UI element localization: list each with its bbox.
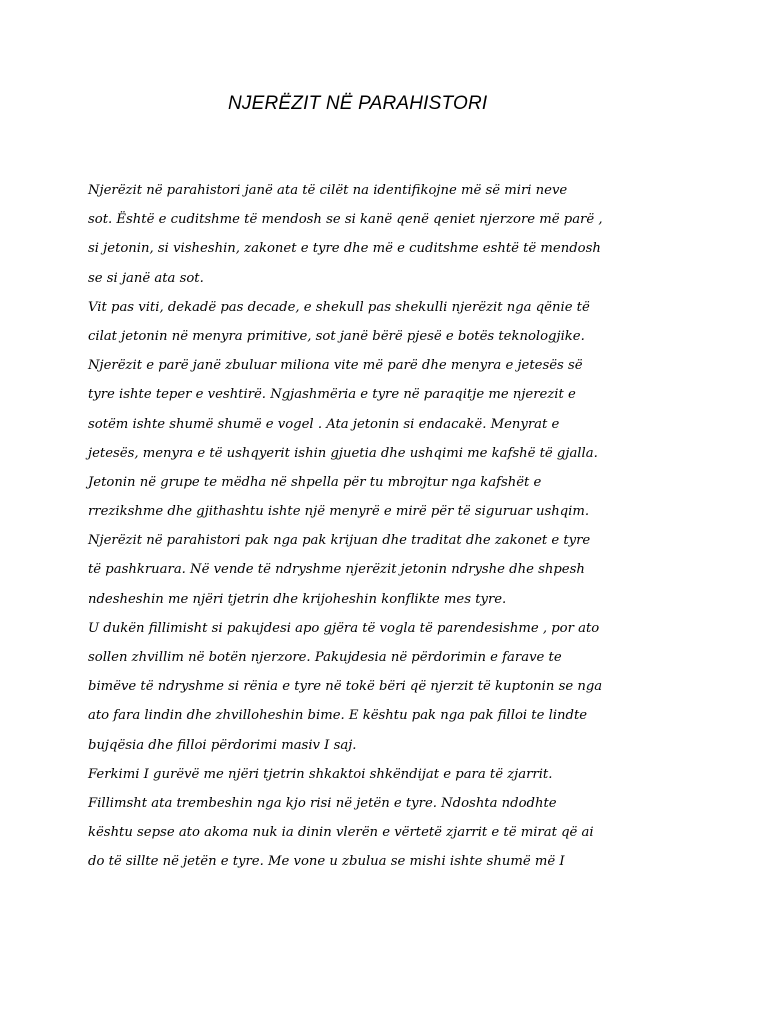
body-text-line: cilat jetonin në menyra primitive, sot janë bërë pjesë e botës teknologjike.	[88, 328, 585, 344]
body-text-line: kështu sepse ato akoma nuk ia dinin vlerën e vërtetë zjarrit e të mirat që ai	[88, 825, 594, 841]
body-text-line: se si janë ata sot.	[88, 270, 204, 286]
body-text-line: rrezikshme dhe gjithashtu ishte një menyrë e mirë për të siguruar ushqim.	[88, 504, 590, 520]
body-text-line: bujqësia dhe filloi përdorimi masiv I saj.	[88, 737, 357, 753]
body-text-line: bimëve të ndryshme si rënia e tyre në tokë bëri që njerzit të kuptonin se nga	[88, 679, 603, 695]
body-text-line: Njerëzit në parahistori janë ata të cilët na identifikojne më së miri neve	[88, 183, 568, 198]
body-text-line: si jetonin, si visheshin, zakonet e tyre dhe më e cuditshme eshtë të mendosh	[88, 241, 601, 257]
body-text-line: ato fara lindin dhe zhvilloheshin bime. E kështu pak nga pak filloi te lindte	[88, 708, 588, 724]
body-text-line: Njerëzit e parë janë zbuluar miliona vite më parë dhe menyra e jetesës së	[88, 358, 583, 374]
body-text-line: të pashkruara. Në vende të ndryshme njerëzit jetonin ndryshe dhe shpesh	[88, 562, 585, 578]
body-text-line: Vit pas viti, dekadë pas decade, e shekull pas shekulli njerëzit nga qënie të	[88, 299, 590, 315]
body-text-line: sollen zhvillim në botën njerzore. Pakujdesia në përdorimin e farave te	[88, 650, 562, 665]
body-text-line: sot. Është e cuditshme të mendosh se si kanë qenë qeniet njerzore më parë ,	[88, 212, 603, 228]
body-text-line: jetesës, menyra e të ushqyerit ishin gjuetia dhe ushqimi me kafshë të gjalla.	[88, 445, 598, 461]
body-text-line: Jetonin në grupe te mëdha në shpella për tu mbrojtur nga kafshët e	[88, 474, 542, 490]
body-text-line: Ferkimi I gurëvë me njëri tjetrin shkaktoi shkëndijat e para të zjarrit.	[88, 766, 553, 782]
body-text-line: U dukën fillimisht si pakujdesi apo gjëra të vogla të parendesishme , por ato	[88, 620, 600, 636]
body-text-line: Fillimsht ata trembeshin nga kjo risi në jetën e tyre. Ndoshta ndodhte	[88, 795, 557, 811]
document-title: NJERËZIT NË PARAHISTORI	[228, 93, 488, 114]
body-text-line: sotëm ishte shumë shumë e vogel . Ata jetonin si endacakë. Menyrat e	[88, 416, 560, 432]
body-text-line: do të sillte në jetën e tyre. Me vone u zbulua se mishi ishte shumë më I	[88, 854, 565, 870]
body-text-line: tyre ishte teper e veshtirë. Ngjashmëria e tyre në paraqitje me njerezit e	[88, 387, 576, 403]
body-text-line: Njerëzit në parahistori pak nga pak krijuan dhe traditat dhe zakonet e tyre	[88, 533, 591, 549]
document-body	[88, 176, 688, 877]
body-text-line: ndesheshin me njëri tjetrin dhe krijoheshin konflikte mes tyre.	[88, 591, 507, 607]
